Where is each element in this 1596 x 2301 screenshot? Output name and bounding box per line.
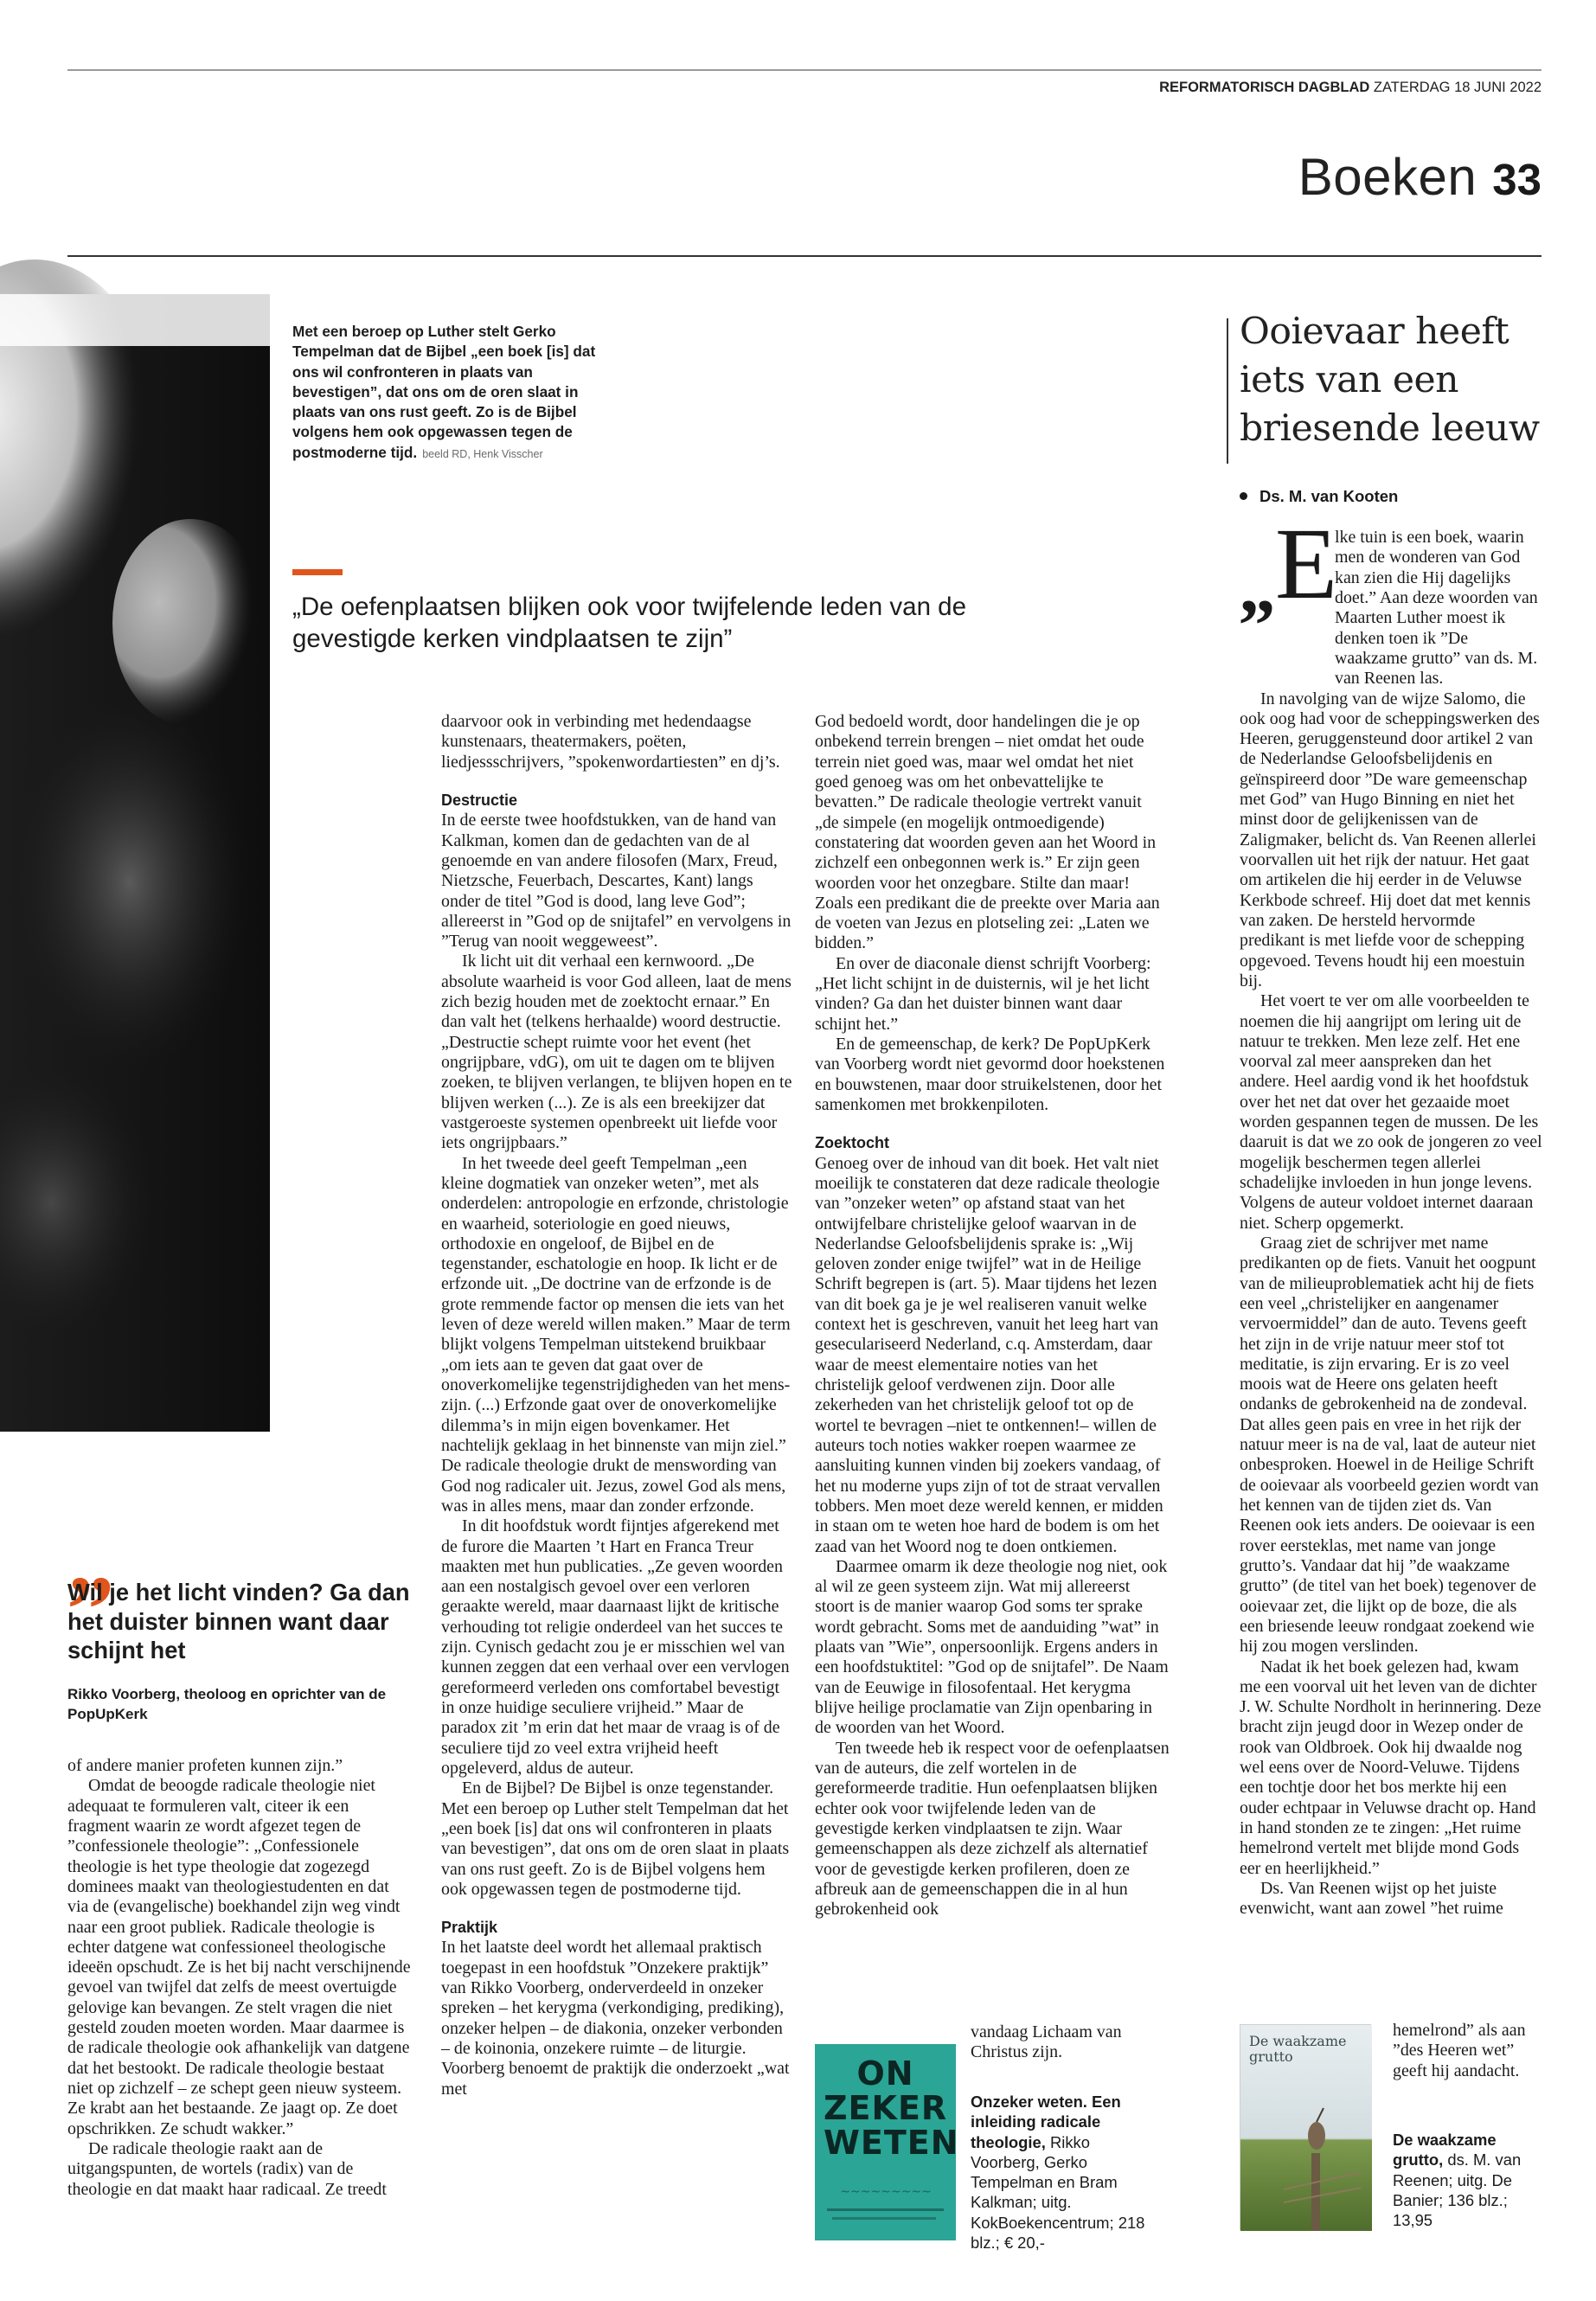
paragraph: In de eerste twee hoofdstukken, van de hand van Kalkman, komen dan de gedachten van de al genoemde en van andere filosofen (Marx, Freud, Nietzsche, Feuerbach, Descartes, Kant) langs onder de titel ”God is dood, lang leve God”; allereerst in ”God op de snijtafel” en vervolgens in ”Terug van nooit weggeweest”. <box>441 811 792 952</box>
subheading-praktijk: Praktijk <box>441 1919 498 1937</box>
quote-box <box>67 1507 431 1725</box>
masthead-date: ZATERDAG 18 JUNI 2022 <box>1373 80 1542 95</box>
paragraph: Ten tweede heb ik respect voor de oefenplaatsen van de auteurs, die zelf wortelen in de gereformeerde traditie. Hun oefenplaatsen blijken echter ook voor twijfelende leden van de gevestigde kerken vindplaatsen te zijn. Waar gemeenschappen als deze zichzelf als alternatief voor de gevestigde kerken profileren, doen ze afbreuk aan de gemeenschappen die in al hun gebrokenheid ook <box>815 1738 1170 1920</box>
paragraph: Ik licht uit dit verhaal een kernwoord. „De absolute waarheid is voor God alleen, laat de mens zich bezig houden met de zoektocht ernaar.” En dan valt het (telkens herhaalde) woord destructie. „Destructie schept ruimte voor het event (het ongrijpbare, vdG), om uit te dagen om te blijven zoeken, te blijven verlangen, te blijven hopen en te blijven werken (...). Ze is als een breekijzer dat vastgeroeste systemen openbreekt uit liefde voor iets ongrijpbaars.” <box>441 952 792 1153</box>
paragraph: Ds. Van Reenen wijst op het juiste evenwicht, want aan zowel ”het ruime <box>1240 1878 1503 1919</box>
paragraph: In het laatste deel wordt het allemaal praktisch toegepast in een hoofdstuk ”Onzekere praktijk” van Rikko Voorberg, onderverdeeld in onzeker spreken – het kerygma (verkondiging, prediking), onzeker helpen – de diakonia, onzeker verbonden – de koinonia, onzekere ruimte – de liturgie. Voorberg benoemt de praktijk die onderzoekt „wat met <box>441 1938 790 2099</box>
dropcap-letter: E <box>1275 507 1338 620</box>
sidebar-column <box>1240 528 1542 1920</box>
book-details: ds. M. van Reenen; uitg. De Banier; 136 blz.; 13,95 <box>1393 2150 1522 2230</box>
article-column-2 <box>441 712 792 2099</box>
masthead-paper: REFORMATORISCH DAGBLAD <box>1159 80 1370 95</box>
book-title: De waakzame grutto, <box>1393 2131 1497 2170</box>
masthead <box>1159 80 1542 96</box>
article-column-3 <box>815 712 1170 1920</box>
book-cover-onzeker-weten <box>815 2044 959 2240</box>
book-info-onzeker-weten <box>971 2092 1161 2253</box>
quote-text: Wil je het licht vinden? Ga dan het duister binnen want daar schijnt het <box>67 1579 410 1663</box>
paragraph: daarvoor ook in verbinding met hedendaagse kunstenaars, theatermakers, poëten, liedjessschrijvers, ”spokenwordartiesten” en dj’s. <box>441 712 780 772</box>
paragraph: lke tuin is een boek, waarin men de wonderen van God kan zien die Hij dagelijks doet.” Aan deze woorden van Maarten Luther moest ik denken toen ik ”De waakzame grutto” van ds. M. van Reenen las. <box>1335 528 1538 689</box>
quote-attribution: Rikko Voorberg, theoloog en oprichter van de PopUpKerk <box>67 1685 387 1722</box>
paragraph: En over de diaconale dienst schrijft Voorberg: „Het licht schijnt in de duisternis, wil je het licht vinden? Ga dan het duister binnen want daar schijnt het.” <box>815 953 1151 1034</box>
paragraph: En de Bijbel? De Bijbel is onze tegenstander. Met een beroep op Luther stelt Tempelman dat het „een boek [is] dat ons wil confronteren in plaats van bevestigen”, dat ons om de oren slaat in plaats van ons rust geeft. Zo is de Bijbel volgens hem ook opgewassen tegen de postmoderne tijd. <box>441 1779 790 1899</box>
paragraph: In het tweede deel geeft Tempelman „een kleine dogmatiek van onzeker weten”, met als onderdelen: antropologie en erfzonde, christologie en waarheid, soteriologie en goed nieuws, orthodoxie en ongeloof, de Bijbel en de tegenstander, eschatologie en hoop. Ik licht er de erfzonde uit. „De doctrine van de erfzonde is de grote remmende factor op mensen die iets van het leven of deze wereld willen maken.” Maar de term blijkt volgens Tempelman uitstekend bruikbaar „om iets aan te geven dat gaat over de onoverkomelijke tegenstrijdigheden van het mens-zijn. (...) Erfzonde gaat over de onoverkomelijke dilemma’s in mijn eigen bovenkamer. Het nachtelijk geklaag in het binnenste van mijn ziel.” De radicale theologie drukt de menswording van God nog radicaler uit. Jezus, zowel God als mens, was in alles mens, maar dan zonder erfzonde. <box>441 1153 791 1516</box>
header-rule <box>67 255 1542 257</box>
paragraph: En de gemeenschap, de kerk? De PopUpKerk van Voorberg wordt niet gevormd door hoekstenen en bouwstenen, maar door struikelstenen, door het samenkomen met brokkenpiloten. <box>815 1035 1165 1114</box>
cover-title: ON ZEKER WETEN <box>824 2054 959 2162</box>
paragraph: Graag ziet de schrijver met name predikanten op de fiets. Vanuit het oogpunt van de milieuproblematiek acht hij de fiets een veel „christelijker en aangenamer vervoermiddel” dan de auto. Tevens geeft het zijn in de vrije natuur meer stof tot meditatie, is zijn ervaring. Er is zo veel moois wat de Heere ons gelaten heeft ondanks de gebrokenheid na de zondeval. Dat alles geen pais en vree in het rijk der natuur meer is na de val, laat de auteur niet onbesproken. Hoewel in de Heilige Schrift de ooievaar als voorbeeld gezien wordt van het kennen van de tijden ziet ds. Van Reenen ook iets anders. De ooievaar is een rover eersteklas, met name van jonge grutto’s. Vandaar dat hij ”de waakzame grutto” (de titel van het boek) tegenover de ooievaar zet, die lijkt op de boze, die als een briesende leeuw rondgaat zoekend wie hij zou mogen verslinden. <box>1240 1233 1539 1657</box>
pullquote-dash <box>292 569 343 575</box>
book-details: Rikko Voorberg, Gerko Tempelman en Bram Kalkman; uitg. KokBoekencentrum; 218 blz.; € 20,- <box>971 2132 1145 2253</box>
caption-text: Met een beroep op Luther stelt Gerko Tempelman dat de Bijbel „een boek [is] dat ons wil confronteren in plaats van bevestigen”, dat ons om de oren slaat in plaats van ons rust geeft. Zo is de Bijbel volgens hem ook opgewassen tegen de postmoderne tijd. <box>292 323 596 461</box>
top-rule <box>67 69 1542 71</box>
pullquote: „De oefenplaatsen blijken ook voor twijfelende leden van de gevestigde kerken vindplaatsen te zijn” <box>292 593 966 653</box>
sidebar-author: Ds. M. van Kooten <box>1259 487 1399 505</box>
sidebar-tail: hemelrond” als aan ”des Heeren wet” geeft hij aandacht. <box>1393 2021 1526 2080</box>
cover-title: De waakzame grutto <box>1249 2033 1347 2065</box>
quote-mark: „ <box>67 1507 115 1612</box>
paragraph: God bedoeld wordt, door handelingen die je op onbekend terrein brengen – niet omdat het oude terrein niet goed was, maar wel omdat het niet goed genoeg was om het onbevattelijke te bevatten.” De radicale theologie vertrekt vanuit „de simpele (en mogelijk ontmoedigende) constatering dat woorden geven aan het Woord in zichzelf een onbegonnen werk is.” Er zijn geen woorden voor het onzegbare. Stilte dan maar! Zoals een predikant die de preekte over Maria aan de voeten van Jezus en plotseling zei: „Laten we bidden.” <box>815 712 1160 953</box>
paragraph: Het voert te ver om alle voorbeelden te noemen die hij aangrijpt om lering uit de natuur te trekken. Men leze zelf. Het ene voorval zal meer aanspreken dan het andere. Heel aardig vond ik het hoofdstuk over het net dat over het gezaaide moet worden gespannen tegen de mussen. De les daaruit is dat we zo ook de jongeren zo veel mogelijk beschermen tegen allerlei schadelijke invloeden in hun jonge levens. Volgens de auteur voldoet internet daaraan niet. Scherp opgemerkt. <box>1240 991 1542 1233</box>
subheading-zoektocht: Zoektocht <box>815 1134 890 1152</box>
dropcap-quote: „ <box>1239 545 1276 628</box>
paragraph: Daarmee omarm ik deze theologie nog niet, ook al wil ze geen systeem zijn. Wat mij allereerst stoort is de manier waarop God soms ter sprake wordt gebracht. Soms met de aanduiding ”wat” in plaats van ”Wie”, onpersoonlijk. Ergens anders in een hoofdstuktitel: ”God op de snijtafel”. De Naam van de Eeuwige in filosofentaal. Het kerygma blijve heilige proclamatie van Zijn openbaring in de woorden van het Woord. <box>815 1556 1169 1738</box>
bullet-icon <box>1240 492 1247 500</box>
section-name: Boeken <box>1298 148 1477 206</box>
svg-text:~~~~~~~~~: ~~~~~~~~~ <box>840 2185 932 2199</box>
paragraph: Genoeg over de inhoud van dit boek. Het valt niet moeilijk te constateren dat deze radicale theologie van ”onzeker weten” op afstand staat van het ontwijfelbare christelijke geloof waarvan in de Nederlandse Geloofsbelijdenis sprake is: „Wij geloven zonder enige twijfel” wat in de Heilige Schrift begrepen is (art. 5). Maar tijdens het lezen van dit boek ga je je wel realiseren vanuit welke context het is geschreven, vanuit het leeg hart van geseculariseerd Nederland, c.q. Amsterdam, daar waar de meest elementaire noties van het christelijk geloof verdwenen zijn. Door alle zekerheden van het christelijk geloof tot op de wortel te bevragen –niet te ontkennen!– willen de auteurs toch noties wakker roepen waarmee ze aansluiting kunnen vinden bij zoekers vandaag, of het nu moderne yups zijn of tot de straat vervallen tobbers. Men moet deze wereld kennen, er midden in staan om te weten hoe hard de bodem is om het zaad van het Woord nog te doen ontkiemen. <box>815 1153 1163 1556</box>
sidebar-byline <box>1240 487 1398 506</box>
paragraph: of andere manier profeten kunnen zijn.” <box>67 1756 343 1775</box>
sidebar-title: Ooievaar heeft iets van een briesende leeuw <box>1240 311 1540 450</box>
article-photo <box>0 294 270 1432</box>
article-column-3-tail: vandaag Lichaam van Christus zijn. <box>971 2022 1122 2062</box>
section-header <box>1298 147 1542 207</box>
subheading-destructie: Destructie <box>441 791 518 809</box>
page-number: 33 <box>1492 155 1542 204</box>
photo-credit: beeld RD, Henk Visscher <box>422 447 543 460</box>
article-column-1 <box>67 1756 411 2200</box>
photo-caption <box>292 322 617 465</box>
paragraph: In navolging van de wijze Salomo, die ook oog had voor de scheppingswerken des Heeren, geruggensteund door artikel 2 van de Nederlandse Geloofsbelijdenis en geïnspireerd door ”De ware gemeenschap met God” van Hugo Binning en niet het minst door de gelijkenissen van de Zaligmaker, belicht ds. Van Reenen allerlei voorvallen uit het rijk der natuur. Het gaat om artikelen die hij eerder in de Veluwse Kerkbode schreef. Hij doet dat met kennis van zaken. De hersteld hervormde predikant is met liefde voor de schepping opgevoed. Tevens houdt hij een moestuin bij. <box>1240 689 1540 990</box>
paragraph: De radicale theologie raakt aan de uitgangspunten, de wortels (radix) van de theologie en dat maakt haar radicaal. Ze treedt <box>67 2138 387 2199</box>
book-title: Onzeker weten. Een inleiding radicale theologie, <box>971 2093 1121 2151</box>
paragraph: Nadat ik het boek gelezen had, kwam me een voorval uit het leven van de dichter J. W. Schulte Nordholt in herinnering. Deze bracht zijn jeugd door in Wezep onder de rook van Oldbroek. Ook hij dwaalde nog wel eens over de Noord-Veluwe. Tijdens een tochtje door het bos merkte hij een ouder echtpaar in Veluwse dracht op. Hand in hand stonden ze te zingen: „Het ruime hemelrond vertelt met blijde mond Gods eer en heerlijkheid.” <box>1240 1657 1542 1878</box>
paragraph: Omdat de beoogde radicale theologie niet adequaat te formuleren valt, citeer ik een fragment waarin ze wordt afgezet tegen de ”confessionele theologie”: „Confessionele theologie is het type theologie dat zogezegd dominees maakt van theologiestudenten en dat via de (evangelische) boekhandel zijn weg vindt naar een groot publiek. Radicale theologie is echter datgene wat confessioneel theologische ideeën opschudt. Ze is het bij nacht verschijnende gevoel van twijfel dat zelfs de meest overtuigde gelovige kan bevangen. Ze stelt vragen die niet gesteld zouden moeten worden. Maar daarmee is de radicale theologie ook afhankelijk van datgene dat het bestookt. De radicale theologie bestaat niet op zichzelf – ze schept geen nieuw systeem. Ze krabt aan het bestaande. Ze jaagt op. Ze doet opschrikken. Ze schudt wakker.” <box>67 1776 411 2138</box>
book-cover-waakzame-grutto <box>1240 2024 1371 2230</box>
book-info-waakzame-grutto <box>1393 2130 1544 2230</box>
sidebar-rule <box>1227 318 1228 464</box>
paragraph: In dit hoofdstuk wordt fijntjes afgerekend met de furore die Maarten ’t Hart en Franca Treur maakten met hun publicaties. „Ze geven woorden aan een nostalgisch gevoel over een verloren geraakte wereld, maar daarnaast lijkt de kritische verhouding tot religie onderdeel van het succes te zijn. Cynisch gedacht zou je er misschien wel van kunnen zeggen dat een verhaal over een vervlogen gereformeerd verleden ons comfortabel bevestigt in onze huidige seculiere vrijheid.” Maar de paradox zit ’m erin dat het maar de vraag is of de seculiere tijd zo veel extra vrijheid heeft opgeleverd, aldus de auteur. <box>441 1516 790 1778</box>
